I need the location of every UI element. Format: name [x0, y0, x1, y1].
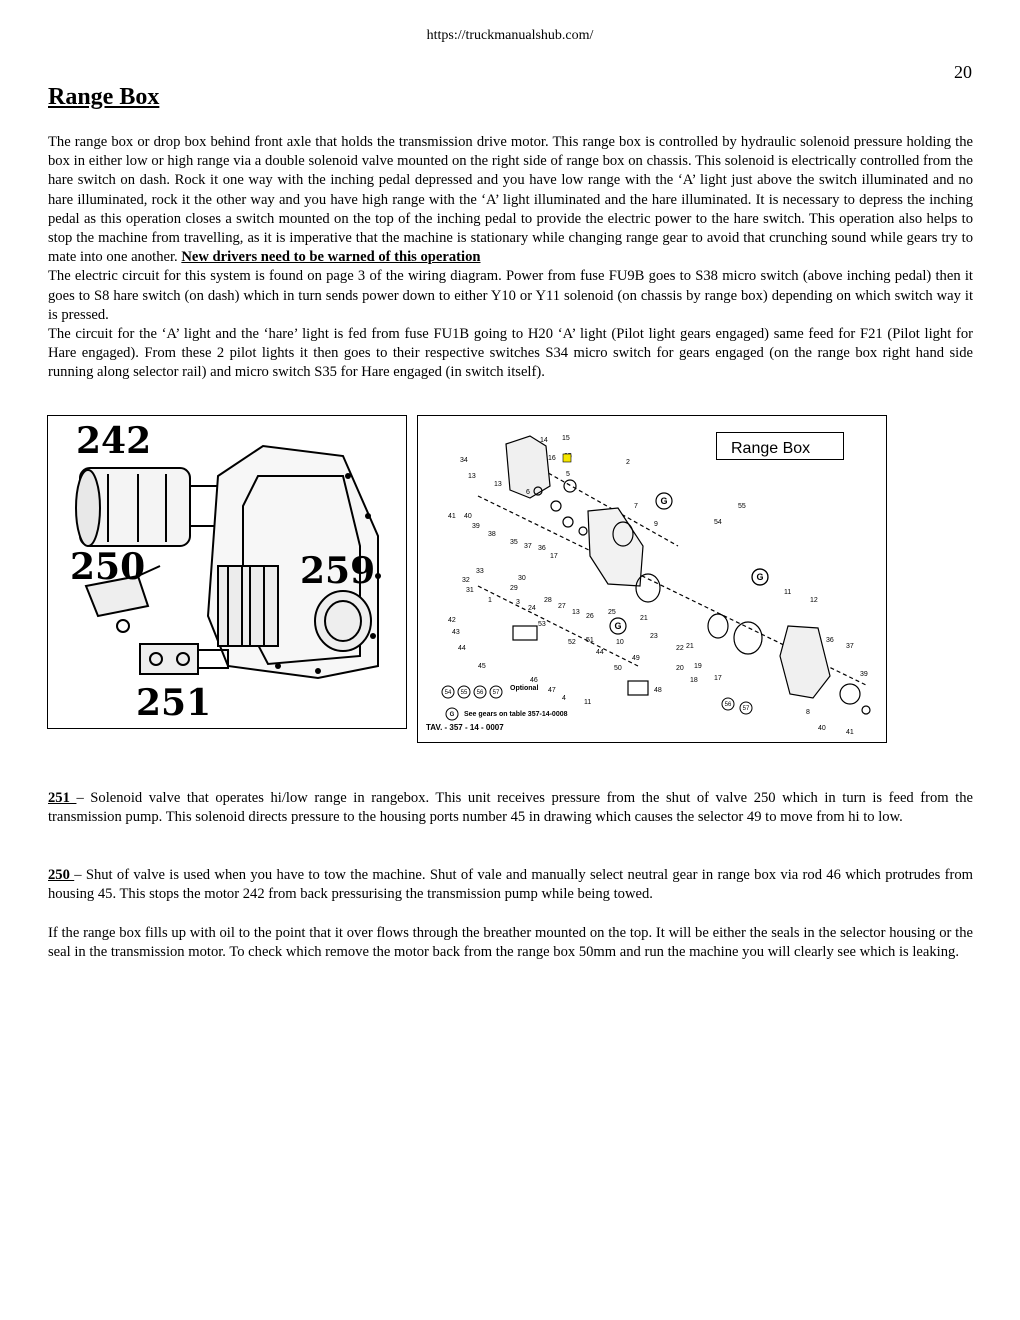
optional-part-num: 54: [444, 690, 452, 696]
svg-text:10: 10: [616, 639, 624, 646]
svg-text:44: 44: [458, 645, 466, 652]
svg-text:21: 21: [640, 615, 648, 622]
svg-text:34: 34: [460, 457, 468, 464]
svg-text:1: 1: [488, 597, 492, 604]
svg-text:38: 38: [488, 531, 496, 538]
svg-text:33: 33: [476, 568, 484, 575]
svg-text:49: 49: [632, 655, 640, 662]
svg-text:4: 4: [562, 695, 566, 702]
page-number: 20: [954, 62, 972, 82]
svg-text:39: 39: [860, 671, 868, 678]
intro-paragraph-1-text: The range box or drop box behind front axle that holds the transmission drive motor. This range box is controlled by hydraulic solenoid pressure holding the box in either low or high range via a double solenoid valve mounted on the right side of range box on chassis. This solenoid is electrically controlled from the hare switch on dash. Rock it one way with the inching pedal depressed and you have low range with the ‘A’ light just above the switch illuminated and no hare illuminated, rock it the other way and you have high range with the ‘A’ light illuminated and the hare illuminated. It is necessary to depress the inching pedal as this operation closes a switch mounted on the top of the inching pedal to provide the electric power to the hare switch. This operation also helps to stop the machine from travelling, as it is imperative that the machine is stationary while changing range gear to avoid that crunching sound while gears try to mate into one another.: [48, 134, 973, 266]
svg-text:32: 32: [462, 577, 470, 584]
svg-text:6: 6: [526, 489, 530, 496]
g-marker: G: [756, 572, 764, 582]
note-251: [48, 789, 973, 827]
svg-text:13: 13: [494, 481, 502, 488]
range-box-exploded-diagram: [417, 415, 887, 743]
g-marker: G: [614, 621, 622, 631]
g-marker-legend: G: [449, 712, 455, 718]
optional-label: Optional: [510, 685, 539, 692]
svg-text:12: 12: [810, 597, 818, 604]
page-title: Range Box: [48, 84, 160, 110]
svg-text:53: 53: [538, 621, 546, 628]
label-251: 251: [136, 682, 212, 724]
svg-text:17: 17: [550, 553, 558, 560]
range-box-label: Range Box: [716, 432, 844, 460]
svg-text:11: 11: [784, 589, 792, 596]
svg-text:39: 39: [472, 523, 480, 530]
svg-text:51: 51: [586, 637, 594, 644]
svg-text:2: 2: [626, 459, 630, 466]
svg-text:28: 28: [544, 597, 552, 604]
optional-part-num: 55: [460, 690, 468, 696]
optional-part-num: 56: [476, 690, 484, 696]
svg-text:40: 40: [464, 513, 472, 520]
svg-text:35: 35: [510, 539, 518, 546]
svg-text:36: 36: [826, 637, 834, 644]
svg-text:22: 22: [676, 645, 684, 652]
svg-text:45: 45: [478, 663, 486, 670]
intro-paragraph-3: The circuit for the ‘A’ light and the ‘hare’ light is fed from fuse FU1B going to H20 ‘A’ light (Pilot light gears engaged) same feed for F21 (Pilot light for Hare engaged). From these 2 pilot lights it then goes to their respective switches S34 micro switch for gears engaged (on the range box right hand side running along selector rail) and micro switch S35 for Hare engaged (in switch itself).: [48, 326, 973, 381]
svg-text:5: 5: [566, 471, 570, 478]
leak-note: [48, 924, 973, 962]
svg-text:41: 41: [448, 513, 456, 520]
svg-text:18: 18: [690, 677, 698, 684]
note-251-text: – Solenoid valve that operates hi/low range in rangebox. This unit receives pressure from the shut of valve 250 which in turn is feed from the transmission pump. This solenoid directs pressure to the housing ports number 45 in drawing which causes the selector 49 to move from hi to low.: [48, 790, 974, 826]
svg-text:9: 9: [654, 521, 658, 528]
svg-text:25: 25: [608, 609, 616, 616]
svg-text:3: 3: [516, 599, 520, 606]
label-242: 242: [76, 420, 152, 462]
svg-text:19: 19: [694, 663, 702, 670]
svg-text:47: 47: [548, 687, 556, 694]
note-250: [48, 866, 973, 904]
svg-text:31: 31: [466, 587, 474, 594]
svg-text:26: 26: [586, 613, 594, 620]
note-250-paragraph: [48, 866, 973, 904]
svg-text:43: 43: [452, 629, 460, 636]
svg-text:50: 50: [614, 665, 622, 672]
svg-text:14: 14: [540, 437, 548, 444]
svg-text:29: 29: [510, 585, 518, 592]
driver-warning: New drivers need to be warned of this operation: [181, 249, 481, 266]
svg-text:8: 8: [806, 709, 810, 716]
svg-text:11: 11: [584, 699, 592, 706]
svg-text:23: 23: [650, 633, 658, 640]
svg-text:15: 15: [562, 435, 570, 442]
svg-text:24: 24: [528, 605, 536, 612]
svg-text:48: 48: [654, 687, 662, 694]
svg-text:21: 21: [686, 643, 694, 650]
svg-text:36: 36: [538, 545, 546, 552]
svg-text:44: 44: [596, 649, 604, 656]
svg-text:13: 13: [572, 609, 580, 616]
note-251-paragraph: [48, 789, 973, 827]
leak-paragraph: If the range box fills up with oil to the point that it over flows through the breather mounted on the top. It will be either the seals in the selector housing or the seal in the transmission motor. To check which remove the motor back from the range box 50mm and run the machine you will clearly see which is leaking.: [48, 925, 973, 961]
svg-text:13: 13: [468, 473, 476, 480]
svg-text:37: 37: [846, 643, 854, 650]
svg-text:46: 46: [530, 677, 538, 684]
svg-text:41: 41: [846, 729, 854, 736]
svg-text:20: 20: [676, 665, 684, 672]
svg-text:17: 17: [714, 675, 722, 682]
svg-text:42: 42: [448, 617, 456, 624]
page-url: https://truckmanualshub.com/: [426, 28, 594, 43]
part-num: 56: [724, 702, 732, 708]
svg-text:27: 27: [558, 603, 566, 610]
note-250-text: – Shut of valve is used when you have to tow the machine. Shut of vale and manually select neutral gear in range box via rod 46 which protrudes from housing 45. This stops the motor 242 from back pressurising the transmission pump while being towed.: [48, 867, 973, 903]
svg-text:54: 54: [714, 519, 722, 526]
svg-text:52: 52: [568, 639, 576, 646]
note-icon: [563, 454, 571, 462]
gears-note: See gears on table 357-14-0008: [464, 711, 568, 718]
part-num: 57: [742, 706, 750, 712]
intro-text: [48, 133, 973, 383]
g-marker: G: [660, 496, 668, 506]
note-251-ref: 251: [48, 790, 77, 806]
svg-text:16: 16: [548, 455, 556, 462]
svg-text:37: 37: [524, 543, 532, 550]
label-250: 250: [70, 546, 146, 588]
svg-text:30: 30: [518, 575, 526, 582]
exploded-parts-drawing: [418, 416, 886, 742]
label-259: 259: [300, 550, 376, 592]
note-250-ref: 250: [48, 867, 75, 883]
intro-paragraph-1: [48, 133, 973, 267]
svg-text:40: 40: [818, 725, 826, 732]
optional-part-num: 57: [492, 690, 500, 696]
intro-paragraph-2: The electric circuit for this system is found on page 3 of the wiring diagram. Power from fuse FU9B goes to S38 micro switch (above inching pedal) then it goes to S8 hare switch (on dash) which in turn sends power down to either Y10 or Y11 solenoid (on chassis by range box) depending on which switch way it is pressed.: [48, 268, 973, 323]
svg-text:55: 55: [738, 503, 746, 510]
svg-text:7: 7: [634, 503, 638, 510]
range-box-assembly-figure: [47, 415, 407, 729]
table-reference: TAV. - 357 - 14 - 0007: [426, 723, 504, 732]
